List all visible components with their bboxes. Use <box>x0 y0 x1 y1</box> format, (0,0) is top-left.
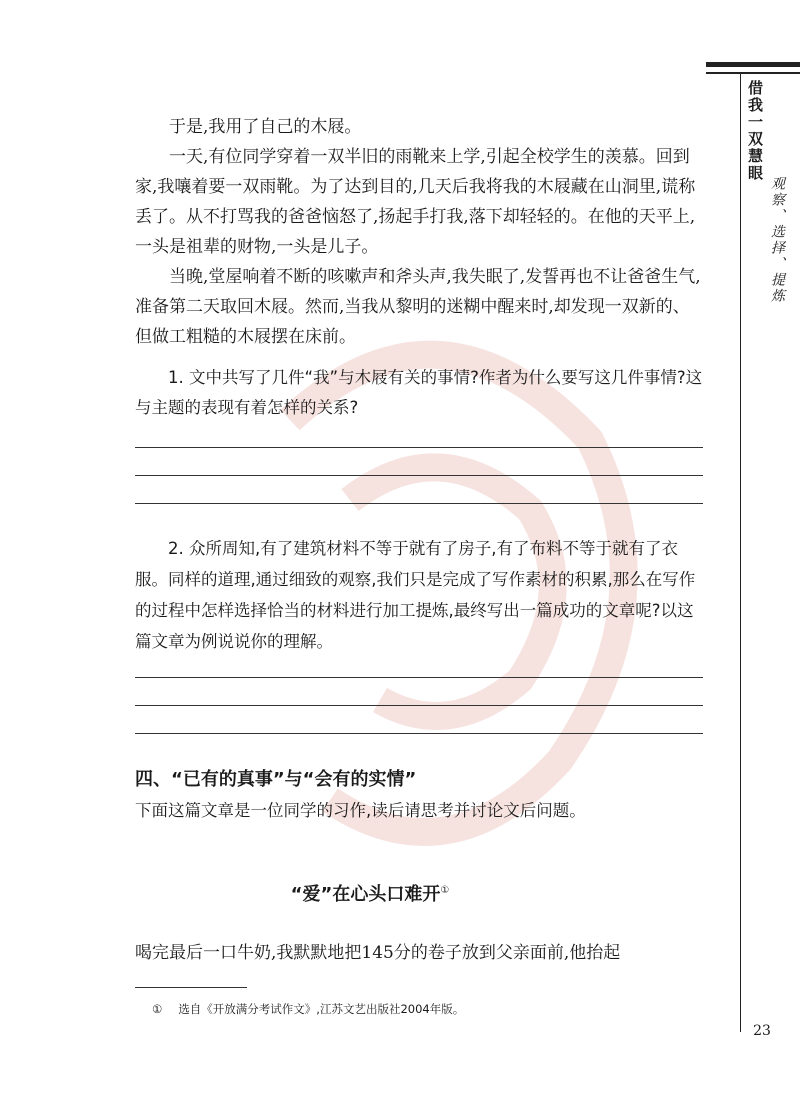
page-number: 23 <box>753 1023 771 1039</box>
answer-line[interactable] <box>135 733 703 734</box>
footnote-mark: ① <box>152 1002 163 1016</box>
answer-line[interactable] <box>135 475 703 476</box>
answer-line[interactable] <box>135 503 703 504</box>
section-heading: 四、“已有的真事”与“会有的实情” <box>135 769 417 790</box>
margin-rule <box>740 72 741 1032</box>
header-rule-thin <box>706 72 800 74</box>
question-1-text: 1. 文中共写了几件“我”与木屐有关的事情?作者为什么要写这几件事情?这与主题的表现有着怎样的关系? <box>135 368 703 417</box>
footnote-rule <box>135 987 247 988</box>
footnote-text: 选自《开放满分考试作文》,江苏文艺出版社2004年版。 <box>178 1002 465 1016</box>
question-2 <box>135 533 705 657</box>
story-paragraph: 一天,有位同学穿着一双半旧的雨靴来上学,引起全校学生的羡慕。回到家,我嚷着要一双雨靴。为了达到目的,几天后我将我的木屐藏在山洞里,谎称丢了。从不打骂我的爸爸恼怒了,扬起手打我,落下却轻轻的。在他的天平上,一头是祖辈的财物,一头是儿子。 <box>135 147 696 257</box>
section-intro: 下面这篇文章是一位同学的习作,读后请思考并讨论文后问题。 <box>135 801 586 820</box>
essay-title-text: “爱”在心头口难开 <box>290 884 441 905</box>
header-rule-thick <box>706 62 800 67</box>
answer-line[interactable] <box>135 677 703 678</box>
essay-first-line: 喝完最后一口牛奶,我默默地把145分的卷子放到父亲面前,他抬起 <box>135 943 621 963</box>
question-2-text: 2. 众所周知,有了建筑材料不等于就有了房子,有了布料不等于就有了衣服。同样的道理,通过细致的观察,我们只是完成了写作素材的积累,那么在写作的过程中怎样选择恰当的材料进行加工提炼,最终写出一篇成功的文章呢?以这篇文章为例说说你的理解。 <box>135 539 696 651</box>
essay-title <box>0 880 740 906</box>
story-paragraph: 于是,我用了自己的木屐。 <box>169 117 362 137</box>
answer-line[interactable] <box>135 447 703 448</box>
question-1 <box>135 363 705 423</box>
story-excerpt <box>135 112 705 352</box>
answer-line[interactable] <box>135 705 703 706</box>
footnote <box>152 1001 464 1017</box>
running-title: 借我一双慧眼 <box>746 80 764 182</box>
story-paragraph: 当晚,堂屋响着不断的咳嗽声和斧头声,我失眠了,发誓再也不让爸爸生气,准备第二天取回木屐。然而,当我从黎明的迷糊中醒来时,却发现一双新的、但做工粗糙的木屐摆在床前。 <box>135 267 701 347</box>
running-subtitle: 观察、选择、提炼 <box>769 176 785 304</box>
footnote-ref[interactable]: ① <box>440 885 450 896</box>
